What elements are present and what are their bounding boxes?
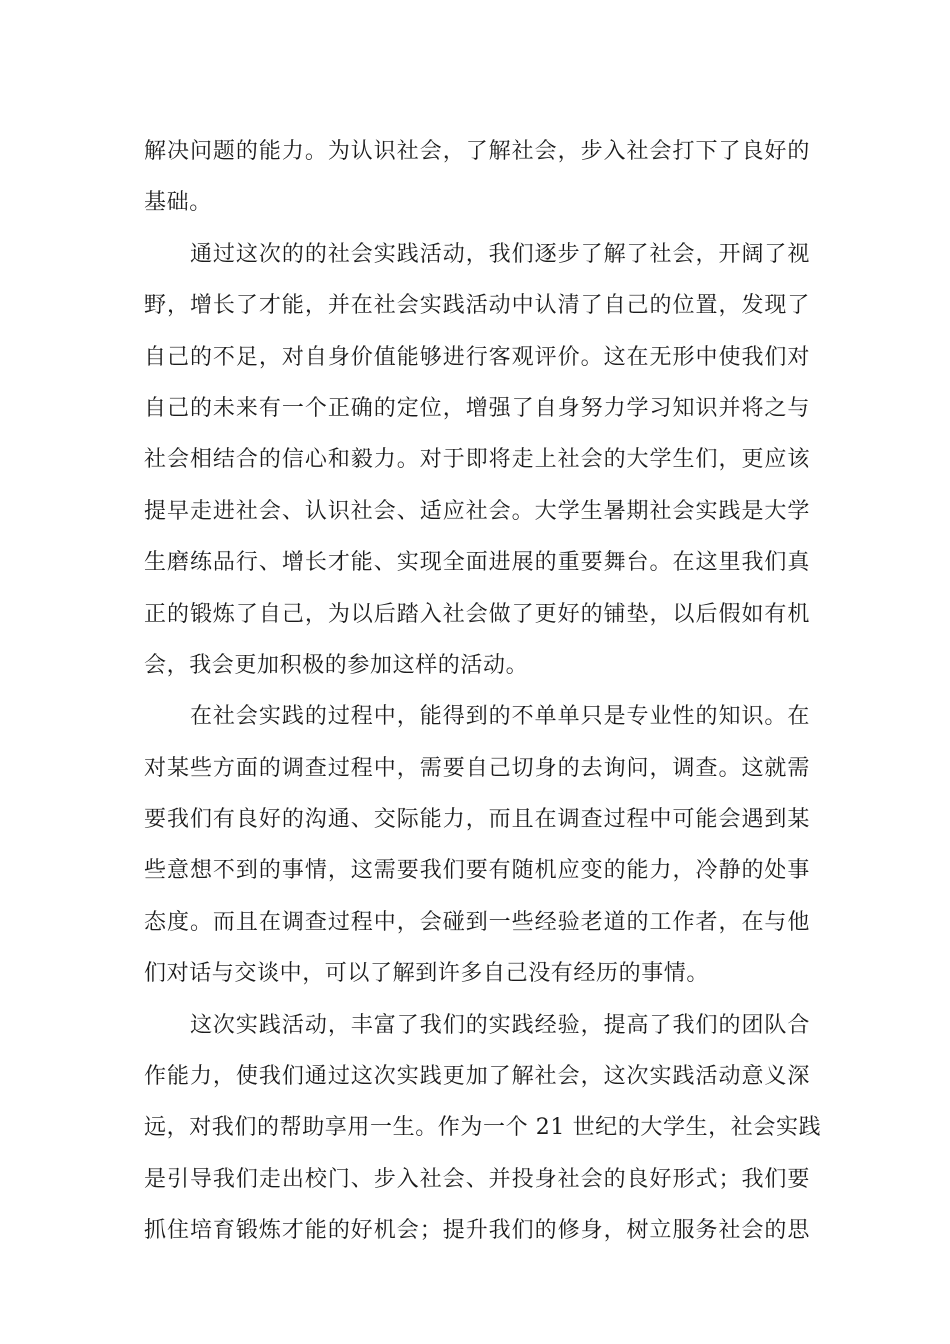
- text-line: 提早走进社会、认识社会、适应社会。大学生暑期社会实践是大学: [144, 498, 810, 524]
- text-line: 是引导我们走出校门、步入社会、并投身社会的良好形式；我们要: [144, 1166, 810, 1192]
- text-line: 远，对我们的帮助享用一生。作为一个 21 世纪的大学生，社会实践: [144, 1115, 822, 1141]
- text-line: 会，我会更加积极的参加这样的活动。: [144, 652, 529, 678]
- text-line: 通过这次的的社会实践活动，我们逐步了解了社会，开阔了视: [144, 241, 810, 267]
- text-line: 自己的不足，对自身价值能够进行客观评价。这在无形中使我们对: [144, 344, 810, 370]
- text-line: 生磨练品行、增长才能、实现全面进展的重要舞台。在这里我们真: [144, 550, 810, 576]
- text-line: 自己的未来有一个正确的定位，增强了自身努力学习知识并将之与: [144, 395, 810, 421]
- text-line: 些意想不到的事情，这需要我们要有随机应变的能力，冷静的处事: [144, 858, 810, 884]
- text-line: 这次实践活动，丰富了我们的实践经验，提高了我们的团队合: [144, 1012, 810, 1038]
- text-line: 作能力，使我们通过这次实践更加了解社会，这次实践活动意义深: [144, 1064, 810, 1090]
- text-line: 态度。而且在调查过程中，会碰到一些经验老道的工作者，在与他: [144, 909, 810, 935]
- text-line: 社会相结合的信心和毅力。对于即将走上社会的大学生们，更应该: [144, 447, 810, 473]
- text-line: 们对话与交谈中，可以了解到许多自己没有经历的事情。: [144, 961, 710, 987]
- text-line: 在社会实践的过程中，能得到的不单单只是专业性的知识。在: [144, 704, 810, 730]
- text-line: 基础。: [144, 190, 212, 216]
- text-line: 要我们有良好的沟通、交际能力，而且在调查过程中可能会遇到某: [144, 807, 810, 833]
- text-line: 正的锻炼了自己，为以后踏入社会做了更好的铺垫，以后假如有机: [144, 601, 810, 627]
- body-text: [144, 126, 822, 1257]
- text-line: 抓住培育锻炼才能的好机会；提升我们的修身，树立服务社会的思: [144, 1218, 810, 1244]
- text-line: 野，增长了才能，并在社会实践活动中认清了自己的位置，发现了: [144, 293, 810, 319]
- text-line: 对某些方面的调查过程中，需要自己切身的去询问，调查。这就需: [144, 755, 810, 781]
- text-line: 解决问题的能力。为认识社会，了解社会，步入社会打下了良好的: [144, 139, 810, 164]
